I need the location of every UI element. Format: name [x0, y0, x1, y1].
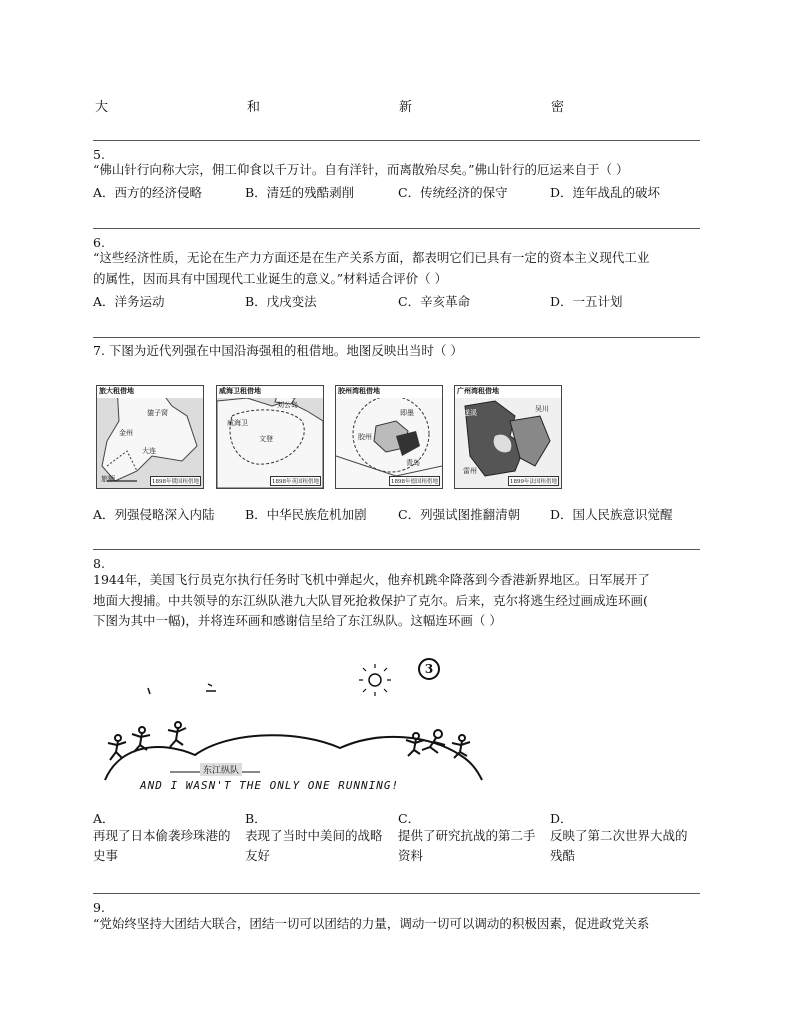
option-a[interactable]: A．列强侵略深入内陆 [93, 507, 215, 522]
map-caption: 广州湾租借地 [455, 386, 562, 398]
map-label: 威海卫 [227, 419, 248, 427]
option-text-line: 资料 [398, 848, 424, 863]
divider [93, 893, 700, 894]
map-label: 雷州 [463, 467, 477, 475]
question-stem: “党始终坚持大团结大联合，团结一切可以团结的力量，调动一切可以调动的积极因素，促进政党关系 [93, 916, 650, 931]
option-a[interactable]: A．西方的经济侵略 [93, 185, 203, 200]
header-word: 新 [399, 100, 413, 115]
question-stem-line: 下图为其中一幅)，并将连环画和感谢信呈给了东江纵队。这幅连环画（ ） [93, 613, 502, 628]
option-b-text[interactable] [245, 826, 395, 866]
option-a-letter[interactable]: A． [93, 811, 115, 826]
map-footer: 1898年德国租借地 [389, 476, 440, 486]
comic-panel [100, 650, 490, 800]
option-d-letter[interactable]: D． [550, 811, 573, 826]
header-word: 密 [551, 100, 565, 115]
map-label: 胶州 [358, 433, 372, 441]
option-text-line: 史事 [93, 848, 119, 863]
option-c[interactable]: C．辛亥革命 [398, 294, 471, 309]
divider [93, 549, 700, 550]
option-c[interactable]: C．传统经济的保守 [398, 185, 508, 200]
map-label: 吴川 [535, 405, 549, 413]
option-b-letter[interactable]: B． [245, 811, 267, 826]
map-caption: 胶州湾租借地 [336, 386, 443, 398]
divider [93, 140, 700, 141]
map-caption: 威海卫租借地 [217, 386, 324, 398]
question-number: 5. [93, 147, 105, 162]
option-a[interactable]: A．洋务运动 [93, 294, 165, 309]
panel-number: 3 [418, 658, 440, 680]
map-drawing [97, 386, 203, 488]
leased-territory-map-jiaozhouwan [335, 385, 443, 489]
option-c-text[interactable] [398, 826, 548, 866]
question-number: 9. [93, 900, 105, 915]
divider [93, 228, 700, 229]
map-label: 金州 [119, 429, 133, 437]
option-d[interactable]: D．连年战乱的破坏 [550, 185, 661, 200]
question-number: 6. [93, 235, 105, 250]
option-a-text[interactable] [93, 826, 243, 866]
comic-label: 东江纵队 [200, 763, 242, 776]
option-text-line: 残酷 [550, 848, 576, 863]
option-c[interactable]: C．列强试图推翻清朝 [398, 507, 521, 522]
option-d[interactable]: D．一五计划 [550, 294, 623, 309]
option-text-line: 友好 [245, 848, 271, 863]
leased-territory-map-lvda [96, 385, 204, 489]
question-stem-line: 的属性，因而具有中国现代工业诞生的意义。”材料适合评价（ ） [93, 271, 448, 286]
header-word: 大 [95, 100, 109, 115]
option-b[interactable]: B．中华民族危机加剧 [245, 507, 367, 522]
header-word: 和 [247, 100, 261, 115]
question-stem-line: 地面大搜捕。中共领导的东江纵队港九大队冒死抢救保护了克尔。后来，克尔将逃生经过画成连环画( [93, 593, 648, 608]
leased-territory-map-weihaiwei [216, 385, 324, 489]
option-b[interactable]: B．清廷的残酷剥削 [245, 185, 355, 200]
map-label: 刘公岛 [277, 401, 298, 409]
comic-caption: AND I WASN'T THE ONLY ONE RUNNING! [140, 779, 400, 792]
map-label: 文登 [259, 435, 273, 443]
map-footer: 1899年法国租借地 [508, 476, 559, 486]
question-number: 8. [93, 556, 105, 571]
option-b[interactable]: B．戊戌变法 [245, 294, 317, 309]
question-stem-line: “这些经济性质，无论在生产力方面还是在生产关系方面，都表明它们已具有一定的资本主义现代工业 [93, 250, 650, 265]
map-label: 青岛 [406, 459, 420, 467]
map-label: 旅顺 [101, 475, 115, 483]
map-label: 即墨 [400, 409, 414, 417]
leased-territory-map-guangzhouwan [454, 385, 562, 489]
option-text-line: 反映了第二次世界大战的 [550, 828, 688, 843]
map-label: 貔子窝 [147, 409, 168, 417]
map-label: 遂溪 [463, 409, 477, 417]
divider [93, 337, 700, 338]
option-c-letter[interactable]: C． [398, 811, 421, 826]
question-stem: “佛山针行向称大宗，佣工仰食以千万计。自有洋针，而离散殆尽矣。”佛山针行的厄运来自于（ ） [93, 162, 629, 177]
option-text-line: 提供了研究抗战的第二手 [398, 828, 536, 843]
map-footer: 1898年英国租借地 [270, 476, 321, 486]
question-stem: 7. 下图为近代列强在中国沿海强租的租借地。地图反映出当时（ ） [93, 343, 463, 358]
question-stem-line: 1944年，美国飞行员克尔执行任务时飞机中弹起火，他弃机跳伞降落到今香港新界地区。日军展开了 [93, 572, 650, 587]
option-d[interactable]: D．国人民族意识觉醒 [550, 507, 673, 522]
map-caption: 旅大租借地 [97, 386, 204, 398]
option-text-line: 表现了当时中美间的战略 [245, 828, 383, 843]
map-label: 大连 [142, 447, 156, 455]
option-d-text[interactable] [550, 826, 700, 866]
option-text-line: 再现了日本偷袭珍珠港的 [93, 828, 231, 843]
map-footer: 1898年俄国租借地 [150, 476, 201, 486]
